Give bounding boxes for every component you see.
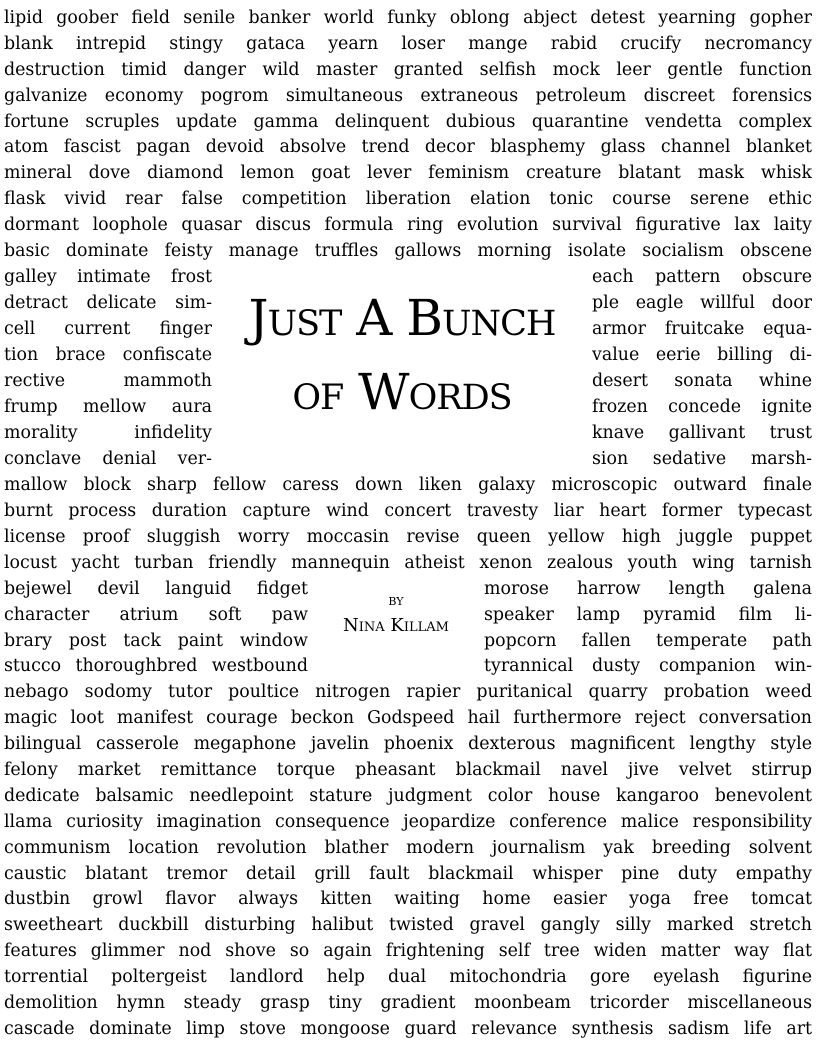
text-line: basic dominate feisty manage truffles gallows morning isolate socialism obscene xyxy=(4,241,812,261)
left-column-line: conclave denial ver- xyxy=(4,449,212,469)
text-line: fortune scruples update gamma delinquent dubious quarantine vendetta complex xyxy=(4,112,812,132)
text-line: demolition hymn steady grasp tiny gradient moonbeam tricorder miscellaneous xyxy=(4,993,812,1013)
left-column-line: bejewel devil languid fidget xyxy=(4,579,308,599)
text-line: nebago sodomy tutor poultice nitrogen rapier puritanical quarry probation weed xyxy=(4,682,812,702)
text-line: destruction timid danger wild master granted selfish mock leer gentle function xyxy=(4,60,812,80)
text-line: flask vivid rear false competition liberation elation tonic course serene ethic xyxy=(4,189,812,209)
text-line: dustbin growl flavor always kitten waiting home easier yoga free tomcat xyxy=(4,889,812,909)
right-column-line: each pattern obscure xyxy=(592,267,812,287)
text-line: dormant loophole quasar discus formula ring evolution survival figurative lax laity xyxy=(4,215,812,235)
left-column-line: brary post tack paint window xyxy=(4,631,308,651)
text-line: dedicate balsamic needlepoint stature judgment color house kangaroo benevolent xyxy=(4,786,812,806)
right-column-line: armor fruitcake equa- xyxy=(592,319,812,339)
text-line: sweetheart duckbill disturbing halibut twisted gravel gangly silly marked stretch xyxy=(4,915,812,935)
left-column-line: rective mammoth xyxy=(4,371,212,391)
left-column-line: character atrium soft paw xyxy=(4,605,308,625)
text-line: features glimmer nod shove so again frightening self tree widen matter way flat xyxy=(4,941,812,961)
text-line: caustic blatant tremor detail grill fault blackmail whisper pine duty empathy xyxy=(4,864,812,884)
right-column-line: ple eagle willful door xyxy=(592,293,812,313)
text-line: mallow block sharp fellow caress down liken galaxy microscopic outward finale xyxy=(4,475,812,495)
text-line: mineral dove diamond lemon goat lever feminism creature blatant mask whisk xyxy=(4,163,812,183)
right-column-line: frozen concede ignite xyxy=(592,397,812,417)
left-column-line: frump mellow aura xyxy=(4,397,212,417)
left-column-line: detract delicate sim- xyxy=(4,293,212,313)
title-line-2: of Words xyxy=(292,363,512,421)
text-line: torrential poltergeist landlord help dual mitochondria gore eyelash figurine xyxy=(4,967,812,987)
text-line: felony market remittance torque pheasant blackmail navel jive velvet stirrup xyxy=(4,760,812,780)
left-column-line: tion brace confiscate xyxy=(4,345,212,365)
text-line: cascade dominate limp stove mongoose guard relevance synthesis sadism life art xyxy=(4,1019,812,1039)
right-column-line: tyrannical dusty companion win- xyxy=(484,656,812,676)
right-column-line: desert sonata whine xyxy=(592,371,812,391)
right-column-line: speaker lamp pyramid film li- xyxy=(484,605,812,625)
left-column-line: stucco thoroughbred westbound xyxy=(4,656,308,676)
byline-by: by xyxy=(388,591,404,609)
text-line: atom fascist pagan devoid absolve trend decor blasphemy glass channel blanket xyxy=(4,137,812,157)
left-column-line: cell current finger xyxy=(4,319,212,339)
author-name: Nina Killam xyxy=(343,615,449,636)
text-line: blank intrepid stingy gataca yearn loser mange rabid crucify necromancy xyxy=(4,34,812,54)
title-line-1: Just A Bunch xyxy=(248,289,556,347)
text-line: communism location revolution blather modern journalism yak breeding solvent xyxy=(4,838,812,858)
right-column-line: value eerie billing di- xyxy=(592,345,812,365)
right-column-line: morose harrow length galena xyxy=(484,579,812,599)
text-line: bilingual casserole megaphone javelin phoenix dexterous magnificent lengthy style xyxy=(4,734,812,754)
text-line: galvanize economy pogrom simultaneous extraneous petroleum discreet forensics xyxy=(4,86,812,106)
right-column-line: popcorn fallen temperate path xyxy=(484,631,812,651)
text-line: magic loot manifest courage beckon Godspeed hail furthermore reject conversation xyxy=(4,708,812,728)
right-column-line: sion sedative marsh- xyxy=(592,449,812,469)
text-line: locust yacht turban friendly mannequin atheist xenon zealous youth wing tarnish xyxy=(4,553,812,573)
left-column-line: galley intimate frost xyxy=(4,267,212,287)
text-line: license proof sluggish worry moccasin revise queen yellow high juggle puppet xyxy=(4,527,812,547)
text-line: llama curiosity imagination consequence jeopardize conference malice responsibility xyxy=(4,812,812,832)
right-column-line: knave gallivant trust xyxy=(592,423,812,443)
left-column-line: morality infidelity xyxy=(4,423,212,443)
text-line: lipid goober field senile banker world funky oblong abject detest yearning gopher xyxy=(4,8,812,28)
text-line: burnt process duration capture wind concert travesty liar heart former typecast xyxy=(4,501,812,521)
